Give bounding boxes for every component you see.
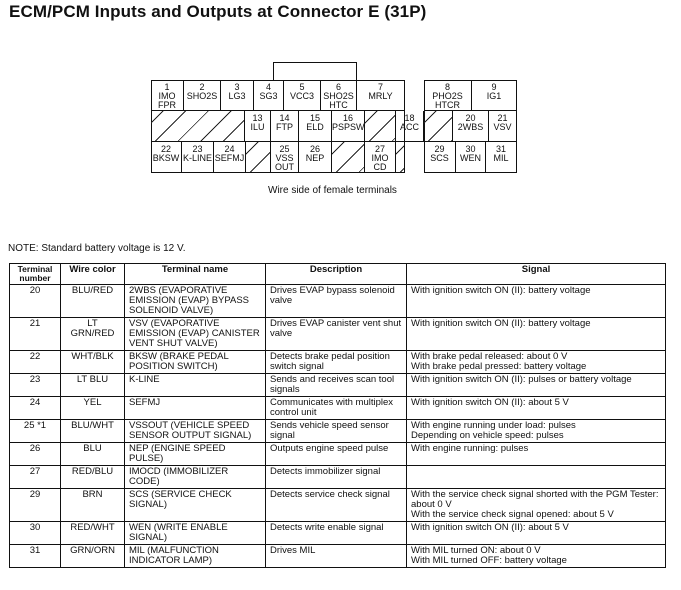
terminal-label: SEFMJ	[214, 153, 245, 163]
table-row	[10, 374, 666, 397]
connector-terminal-22	[151, 142, 182, 173]
cell-description: Sends and receives scan tool signals	[266, 374, 407, 397]
terminal-label: MRLY	[368, 91, 393, 101]
cell-wire-color: YEL	[61, 397, 125, 420]
terminal-number: 8	[444, 82, 450, 92]
table-row	[10, 285, 666, 318]
cell-terminal-number: 20	[10, 285, 61, 318]
terminal-label: SCS	[430, 153, 449, 163]
cell-terminal-number: 24	[10, 397, 61, 420]
table-row	[10, 466, 666, 489]
header-signal: Signal	[407, 264, 666, 285]
table-row	[10, 489, 666, 522]
empty-cavity	[396, 142, 405, 173]
cell-signal: With brake pedal released: about 0 V With brake pedal pressed: battery voltage	[407, 351, 666, 374]
terminal-number: 26	[309, 144, 320, 154]
cell-terminal-number: 23	[10, 374, 61, 397]
terminal-label: SHO2S	[186, 91, 218, 101]
cell-terminal-number: 25 *1	[10, 420, 61, 443]
connector-terminal-6	[321, 80, 357, 111]
connector-terminal-16	[332, 111, 365, 142]
connector-terminal-4	[254, 80, 284, 111]
cell-wire-color: GRN/ORN	[61, 545, 125, 568]
connector-terminal-14	[271, 111, 299, 142]
cell-signal: With the service check signal shorted with the PGM Tester: about 0 V With the service check signal opened: about 5 V	[407, 489, 666, 522]
terminal-number: 23	[192, 144, 203, 154]
terminal-label: LG3	[228, 91, 246, 101]
terminal-number: 1	[164, 82, 170, 92]
terminal-label: IMO CD	[371, 153, 389, 172]
cell-terminal-number: 21	[10, 318, 61, 351]
terminal-number: 14	[279, 113, 290, 123]
terminal-label: ACC	[399, 122, 419, 132]
table-row	[10, 397, 666, 420]
connector-terminal-25	[271, 142, 299, 173]
terminal-number: 18	[404, 113, 415, 123]
connector-terminal-3	[221, 80, 254, 111]
voltage-note: NOTE: Standard battery voltage is 12 V.	[8, 243, 186, 254]
terminal-label: 2WBS	[457, 122, 484, 132]
table-row	[10, 420, 666, 443]
cell-terminal-name: VSSOUT (VEHICLE SPEED SENSOR OUTPUT SIGNAL)	[125, 420, 266, 443]
cell-signal: With ignition switch ON (II): about 5 V	[407, 522, 666, 545]
terminal-number: 24	[224, 144, 235, 154]
terminal-label: BKSW	[152, 153, 180, 163]
connector-terminal-15	[299, 111, 332, 142]
cell-wire-color: RED/BLU	[61, 466, 125, 489]
cell-terminal-number: 30	[10, 522, 61, 545]
terminal-label: VSV	[493, 122, 512, 132]
cell-wire-color: RED/WHT	[61, 522, 125, 545]
connector-terminal-18	[396, 111, 424, 142]
cell-signal: With ignition switch ON (II): about 5 V	[407, 397, 666, 420]
cell-wire-color: WHT/BLK	[61, 351, 125, 374]
cell-description: Detects write enable signal	[266, 522, 407, 545]
connector-terminal-9	[472, 80, 517, 111]
terminal-number: 29	[434, 144, 445, 154]
cell-signal: With ignition switch ON (II): battery voltage	[407, 318, 666, 351]
empty-cavity	[365, 111, 396, 142]
terminal-number: 30	[465, 144, 476, 154]
cell-wire-color: BRN	[61, 489, 125, 522]
cell-signal: With engine running: pulses	[407, 443, 666, 466]
terminal-number: 27	[374, 144, 385, 154]
terminal-number: 6	[335, 82, 341, 92]
cell-signal: With ignition switch ON (II): battery voltage	[407, 285, 666, 318]
connector-terminal-31	[486, 142, 517, 173]
terminal-number: 5	[299, 82, 305, 92]
cell-wire-color: LT GRN/RED	[61, 318, 125, 351]
cell-wire-color: BLU	[61, 443, 125, 466]
terminal-number: 31	[495, 144, 506, 154]
connector-terminal-13	[245, 111, 271, 142]
table-row	[10, 522, 666, 545]
terminal-label: ELD	[306, 122, 324, 132]
terminal-label: SHO2S HTC	[323, 91, 354, 110]
cell-terminal-number: 27	[10, 466, 61, 489]
cell-terminal-name: BKSW (BRAKE PEDAL POSITION SWITCH)	[125, 351, 266, 374]
connector-terminal-8	[424, 80, 472, 111]
cell-description: Communicates with multiplex control unit	[266, 397, 407, 420]
connector-terminal-27	[365, 142, 396, 173]
cell-terminal-name: MIL (MALFUNCTION INDICATOR LAMP)	[125, 545, 266, 568]
cell-signal: With ignition switch ON (II): pulses or battery voltage	[407, 374, 666, 397]
header-description: Description	[266, 264, 407, 285]
connector-terminal-5	[284, 80, 321, 111]
cell-terminal-name: SEFMJ	[125, 397, 266, 420]
empty-cavity	[246, 142, 271, 173]
connector-terminal-26	[299, 142, 332, 173]
header-terminal: Terminal number	[10, 264, 61, 285]
connector-terminal-29	[424, 142, 456, 173]
empty-cavity	[332, 142, 365, 173]
connector-terminal-30	[456, 142, 486, 173]
cell-terminal-name: VSV (EVAPORATIVE EMISSION (EVAP) CANISTER VENT SHUT VALVE)	[125, 318, 266, 351]
page-title: ECM/PCM Inputs and Outputs at Connector E (31P)	[9, 2, 427, 21]
table-row	[10, 545, 666, 568]
empty-cavity	[151, 111, 245, 142]
terminal-label: PSPSW	[332, 122, 365, 132]
terminal-number: 13	[252, 113, 263, 123]
terminal-number: 2	[199, 82, 205, 92]
terminal-label: VCC3	[289, 91, 314, 101]
terminal-label: K-LINE	[182, 153, 212, 163]
table-row	[10, 318, 666, 351]
cell-description: Drives EVAP bypass solenoid valve	[266, 285, 407, 318]
cell-wire-color: BLU/WHT	[61, 420, 125, 443]
signal-table	[9, 263, 666, 568]
cell-description: Drives MIL	[266, 545, 407, 568]
terminal-number: 15	[309, 113, 320, 123]
table-row	[10, 443, 666, 466]
terminal-label: NEP	[305, 153, 325, 163]
connector-terminal-2	[184, 80, 221, 111]
terminal-label: IMO FPR	[158, 91, 176, 110]
cell-terminal-number: 26	[10, 443, 61, 466]
cell-description: Drives EVAP canister vent shut valve	[266, 318, 407, 351]
connector-terminal-7	[357, 80, 405, 111]
cell-description: Detects immobilizer signal	[266, 466, 407, 489]
terminal-label: PHO2S HTCR	[432, 91, 463, 110]
cell-description: Detects service check signal	[266, 489, 407, 522]
cell-signal: With MIL turned ON: about 0 V With MIL turned OFF: battery voltage	[407, 545, 666, 568]
terminal-label: VSS OUT	[275, 153, 294, 172]
header-terminal-name: Terminal name	[125, 264, 266, 285]
cell-terminal-name: NEP (ENGINE SPEED PULSE)	[125, 443, 266, 466]
terminal-number: 7	[377, 82, 383, 92]
terminal-number: 22	[160, 144, 171, 154]
terminal-number: 4	[265, 82, 271, 92]
connector-terminal-1	[151, 80, 184, 111]
cell-terminal-number: 29	[10, 489, 61, 522]
terminal-label: MIL	[493, 153, 509, 163]
cell-terminal-name: K-LINE	[125, 374, 266, 397]
cell-terminal-name: IMOCD (IMMOBILIZER CODE)	[125, 466, 266, 489]
cell-description: Detects brake pedal position switch signal	[266, 351, 407, 374]
empty-cavity	[424, 111, 453, 142]
terminal-number: 21	[497, 113, 508, 123]
terminal-number: 9	[491, 82, 497, 92]
terminal-label: IG1	[486, 91, 502, 101]
terminal-number: 3	[234, 82, 240, 92]
cell-terminal-number: 31	[10, 545, 61, 568]
connector-terminal-24	[214, 142, 246, 173]
connector-terminal-20	[453, 111, 489, 142]
cell-wire-color: BLU/RED	[61, 285, 125, 318]
cell-terminal-number: 22	[10, 351, 61, 374]
connector-caption: Wire side of female terminals	[268, 185, 397, 196]
terminal-number: 20	[465, 113, 476, 123]
cell-wire-color: LT BLU	[61, 374, 125, 397]
header-wire-color: Wire color	[61, 264, 125, 285]
terminal-label: SG3	[259, 91, 278, 101]
cell-signal	[407, 466, 666, 489]
table-header-row	[10, 264, 666, 285]
terminal-label: WEN	[460, 153, 481, 163]
cell-description: Sends vehicle speed sensor signal	[266, 420, 407, 443]
cell-terminal-name: SCS (SERVICE CHECK SIGNAL)	[125, 489, 266, 522]
terminal-number: 16	[342, 113, 353, 123]
connector-terminal-23	[182, 142, 214, 173]
cell-description: Outputs engine speed pulse	[266, 443, 407, 466]
cell-terminal-name: WEN (WRITE ENABLE SIGNAL)	[125, 522, 266, 545]
cell-terminal-name: 2WBS (EVAPORATIVE EMISSION (EVAP) BYPASS SOLENOID VALVE)	[125, 285, 266, 318]
terminal-label: FTP	[276, 122, 293, 132]
table-row	[10, 351, 666, 374]
terminal-number: 25	[279, 144, 290, 154]
terminal-label: ILU	[250, 122, 265, 132]
cell-signal: With engine running under load: pulses Depending on vehicle speed: pulses	[407, 420, 666, 443]
connector-terminal-21	[489, 111, 517, 142]
